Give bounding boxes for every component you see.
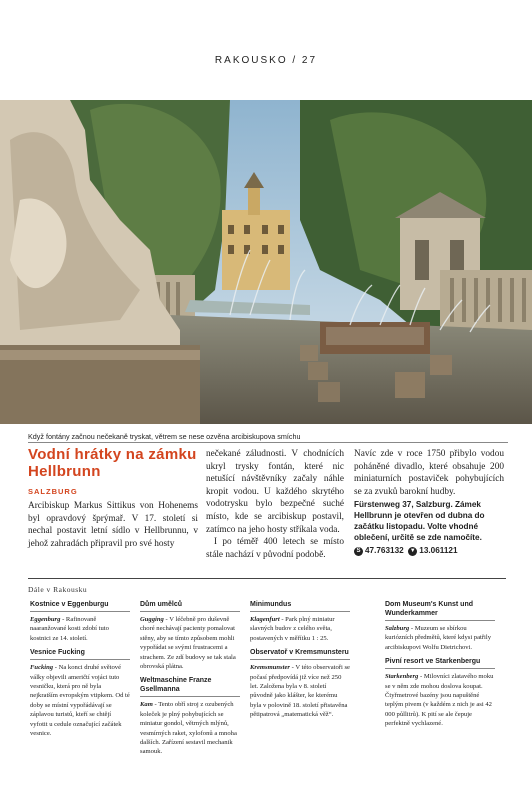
article-column-3 xyxy=(354,448,504,558)
card-title: Pivní resort ve Starkenbergu xyxy=(385,657,495,669)
card-place: Starkenberg xyxy=(385,673,419,681)
gps-coordinates xyxy=(354,545,504,558)
section-divider xyxy=(28,578,506,579)
card-place: Klagenfurt xyxy=(250,616,280,623)
article-column-1 xyxy=(28,500,198,550)
card-place: Salzburg xyxy=(385,625,410,632)
visitor-info: Fürstenweg 37, Salzburg. Zámek Hellbrunn je otevřen od dubna do začátku listopadu. Volte vhodné oblečení, určitě se zde namočíte. xyxy=(354,500,485,543)
card-title: Vesnice Fucking xyxy=(30,648,130,660)
latitude-icon: S xyxy=(354,547,363,556)
caption-divider xyxy=(28,442,508,443)
article-region: SALZBURG xyxy=(28,487,78,496)
card-title: Kostnice v Eggenburgu xyxy=(30,600,130,612)
article-paragraph: I po téměř 400 letech se místo stále nachází v původní podobě. xyxy=(206,537,344,560)
more-in-austria-label: Dále v Rakousku xyxy=(28,585,88,594)
card-text: - Milovníci zlatavého moku se v něm zde mohou doslova koupat. Čtyřmetrové bazény jsou napuštěné teplým pivem (v každém z nich je asi 42 000 půllitrů). K pití se ale čepuje perfektně vychlazené. xyxy=(385,673,494,728)
card-place: Kremsmunster xyxy=(250,664,290,672)
article-column-2 xyxy=(206,448,344,561)
card-text: - Rafinovaně naaranžované kosti zdobí tuto kostnici ze 14. století. xyxy=(30,616,109,642)
card-title: Observatoř v Kremsmunsteru xyxy=(250,648,350,660)
card-text: - Na konci druhé světové války objevili američtí vojáci tuto vesničku, která pro ně byla nejkratším evropským vtipkem. Od té doby se místní vypořádávají se záplavou turistů, kteří se chtějí vyfotit u cedule označující začátek vesnice. xyxy=(30,664,130,738)
sidebar-card xyxy=(140,600,240,757)
card-text: - Muzeum se sbírkou kuriózních předmětů, které kdysi patřily arcibiskupovi Wolfu Dietrichovi. xyxy=(385,625,492,651)
card-title: Weltmaschine Franze Gsellmanna xyxy=(140,676,240,697)
card-title: Dom Museum's Kunst und Wunderkammer xyxy=(385,600,495,621)
card-place: Gugging xyxy=(140,616,164,623)
card-place: Eggenburg xyxy=(30,616,61,623)
article-paragraph: nečekané záludnosti. V chodnících ukryl trysky fontán, které nic netušící návštěvníky začaly náhle kropit vodou. U každého skrytého vodotrysku bylo bezpečné suché místo, kde se arcibiskup postavil, zatímco na jeho hosty stříkala voda. xyxy=(206,449,344,535)
photo-illustration xyxy=(0,100,532,424)
card-place: Fucking xyxy=(30,664,54,672)
running-head: RAKOUSKO / 27 xyxy=(214,55,318,66)
card-place: Kam xyxy=(140,701,153,709)
card-text: - Tento obří stroj z ozubených koleček je plný pohybujících se miniatur gondol, větrných mlýnů, vesmírných raket, xylofonů a mnoha dalších. Zařízení sestavil mechanik samouk. xyxy=(140,701,237,756)
article-paragraph: Navíc zde v roce 1750 přibylo vodou poháněné divadlo, které obsahuje 200 miniaturních postaviček pohybujících se za zvuků barokní hudby. xyxy=(354,449,504,497)
article-paragraph: Arcibiskup Markus Sittikus von Hohenems byl opravdový šprýmař. V 17. století si nechal postavit letní sídlo v Hellbrunnu, v jehož zahradách připravil pro své hosty xyxy=(28,501,198,549)
longitude-value: 13.061121 xyxy=(419,546,458,556)
card-text: - Park plný miniatur slavných budov z celého světa, postavených v měřítku 1 : 25. xyxy=(250,616,335,642)
sidebar-card xyxy=(385,600,495,729)
latitude-value: 47.763132 xyxy=(365,546,404,556)
card-text: - V léčebně pro duševně choré nechávají pacienty pomalovat stěny, aby se tímto způsobem mohli vypořádat se svými frustracemi a strachem. Ze zdí budovy se tak stala obrovská plátna. xyxy=(140,616,236,671)
sidebar-card xyxy=(250,600,350,720)
sidebar-card xyxy=(30,600,130,738)
photo-caption: Když fontány začnou nečekaně tryskat, větrem se nese ozvěna arcibiskupova smíchu xyxy=(28,432,301,441)
card-title: Dům umělců xyxy=(140,600,240,612)
card-text: - V této observatoři se počasí předpovídá již více než 250 let. Založena byla v 8. století původně jako klášter, ke kterému byla v polovině 18. století přistavěna pětipatrová „matematická věž“. xyxy=(250,664,350,719)
longitude-icon: ▼ xyxy=(409,548,416,555)
card-title: Minimundus xyxy=(250,600,350,612)
hellbrunn-fountain-photo xyxy=(0,100,532,424)
article-title: Vodní hrátky na zámku Hellbrunn xyxy=(28,446,197,480)
